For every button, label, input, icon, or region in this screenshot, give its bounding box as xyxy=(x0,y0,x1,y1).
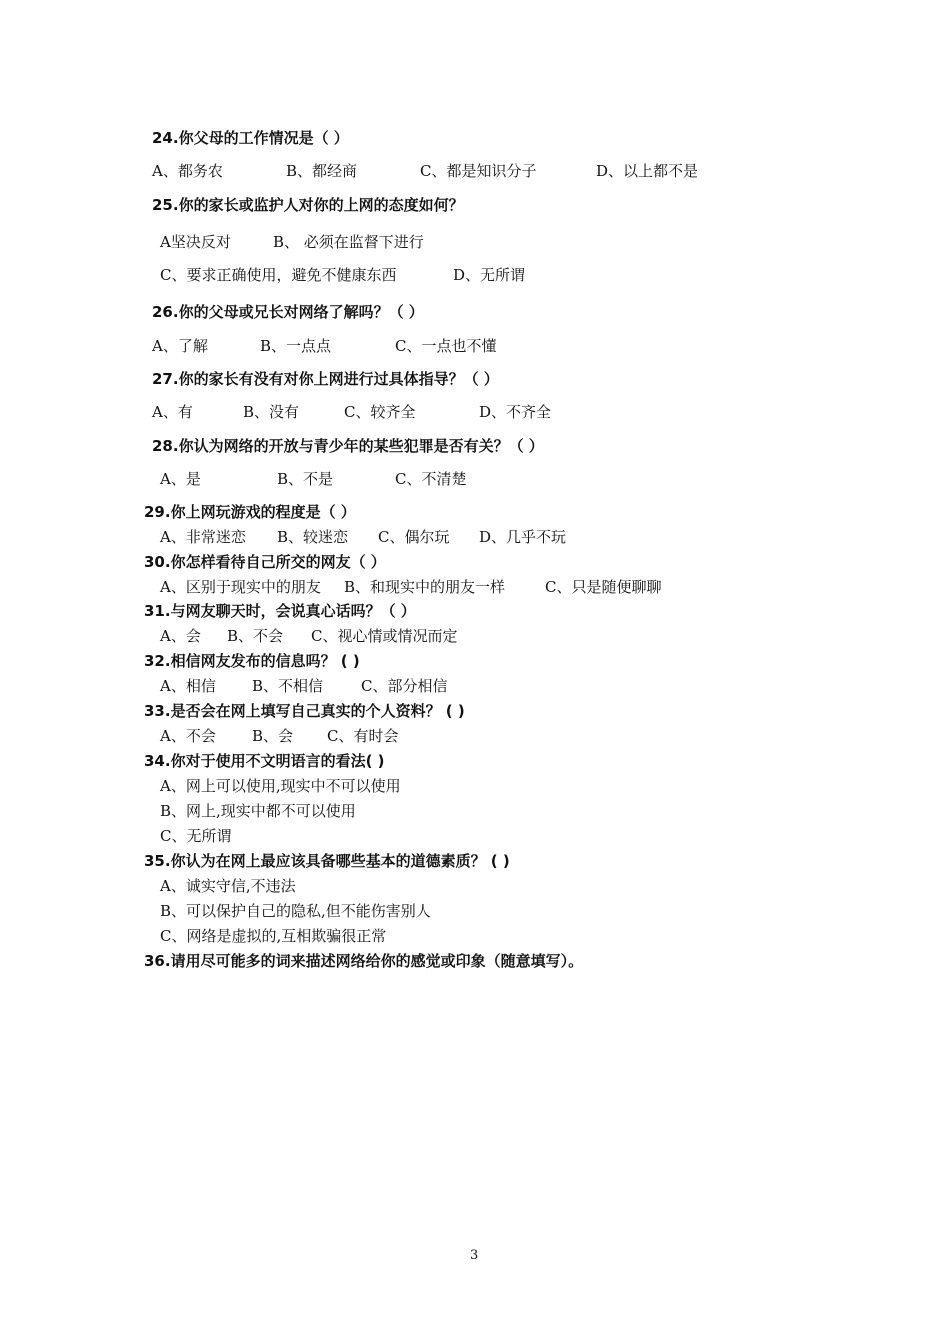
q24-option-b: B、都经商 xyxy=(286,162,358,180)
q34-option-a: A、网上可以使用,现实中不可以使用 xyxy=(160,777,401,795)
q30-option-c: C、只是随便聊聊 xyxy=(545,578,662,596)
q26-option-a: A、了解 xyxy=(152,337,208,355)
q28-option-b: B、不是 xyxy=(277,470,334,488)
q32-option-b: B、不相信 xyxy=(252,677,324,695)
q29-option-b: B、较迷恋 xyxy=(277,528,349,546)
question-31-title: 31.与网友聊天时，会说真心话吗？（ ） xyxy=(144,602,416,620)
q30-option-b: B、和现实中的朋友一样 xyxy=(344,578,506,596)
q24-option-c: C、都是知识分子 xyxy=(420,162,537,180)
q25-option-b: B、 必须在监督下进行 xyxy=(273,233,424,251)
question-26-title: 26.你的父母或兄长对网络了解吗？（ ） xyxy=(152,303,424,321)
q28-option-c: C、不清楚 xyxy=(395,470,467,488)
q27-option-c: C、较齐全 xyxy=(344,403,416,421)
question-29-title: 29.你上网玩游戏的程度是（ ） xyxy=(144,503,356,521)
q32-option-c: C、部分相信 xyxy=(361,677,448,695)
q35-option-b: B、可以保护自己的隐私,但不能伤害别人 xyxy=(160,902,431,920)
q35-option-c: C、网络是虚拟的,互相欺骗很正常 xyxy=(160,927,387,945)
q29-option-a: A、非常迷恋 xyxy=(160,528,246,546)
q25-option-c: C、要求正确使用，避免不健康东西 xyxy=(160,266,397,284)
q35-option-a: A、诚实守信,不违法 xyxy=(160,877,296,895)
question-30-title: 30.你怎样看待自己所交的网友（ ） xyxy=(144,553,386,571)
q31-option-b: B、不会 xyxy=(227,627,284,645)
page-number: 3 xyxy=(470,1248,479,1263)
q34-option-b: B、网上,现实中都不可以使用 xyxy=(160,802,356,820)
q31-option-a: A、会 xyxy=(160,627,201,645)
q24-option-a: A、都务农 xyxy=(152,162,223,180)
q34-option-c: C、无所谓 xyxy=(160,827,232,845)
q26-option-b: B、一点点 xyxy=(260,337,332,355)
q29-option-d: D、几乎不玩 xyxy=(479,528,567,546)
question-33-title: 33.是否会在网上填写自己真实的个人资料？ ( ) xyxy=(144,702,465,720)
q24-option-d: D、以上都不是 xyxy=(596,162,699,180)
q25-option-a: A坚决反对 xyxy=(160,233,231,251)
question-24-title: 24.你父母的工作情况是（ ） xyxy=(152,129,349,147)
question-28-title: 28.你认为网络的开放与青少年的某些犯罪是否有关？（ ） xyxy=(152,437,544,455)
question-25-title: 25.你的家长或监护人对你的上网的态度如何？ xyxy=(152,196,464,214)
q33-option-a: A、不会 xyxy=(160,727,216,745)
q25-option-d: D、无所谓 xyxy=(453,266,526,284)
q27-option-d: D、不齐全 xyxy=(479,403,552,421)
q28-option-a: A、是 xyxy=(160,470,201,488)
question-34-title: 34.你对于使用不文明语言的看法( ) xyxy=(144,752,385,770)
q33-option-c: C、有时会 xyxy=(327,727,399,745)
q26-option-c: C、一点也不懂 xyxy=(395,337,497,355)
q31-option-c: C、视心情或情况而定 xyxy=(311,627,458,645)
q30-option-a: A、区别于现实中的朋友 xyxy=(160,578,321,596)
q27-option-a: A、有 xyxy=(152,403,193,421)
q27-option-b: B、没有 xyxy=(243,403,300,421)
q29-option-c: C、偶尔玩 xyxy=(378,528,450,546)
question-36-title: 36.请用尽可能多的词来描述网络给你的感觉或印象（随意填写）。 xyxy=(144,952,584,970)
question-27-title: 27.你的家长有没有对你上网进行过具体指导？（ ） xyxy=(152,370,499,388)
q32-option-a: A、相信 xyxy=(160,677,216,695)
question-35-title: 35.你认为在网上最应该具备哪些基本的道德素质？ ( ) xyxy=(144,852,510,870)
q33-option-b: B、会 xyxy=(252,727,294,745)
question-32-title: 32.相信网友发布的信息吗？ ( ) xyxy=(144,652,360,670)
